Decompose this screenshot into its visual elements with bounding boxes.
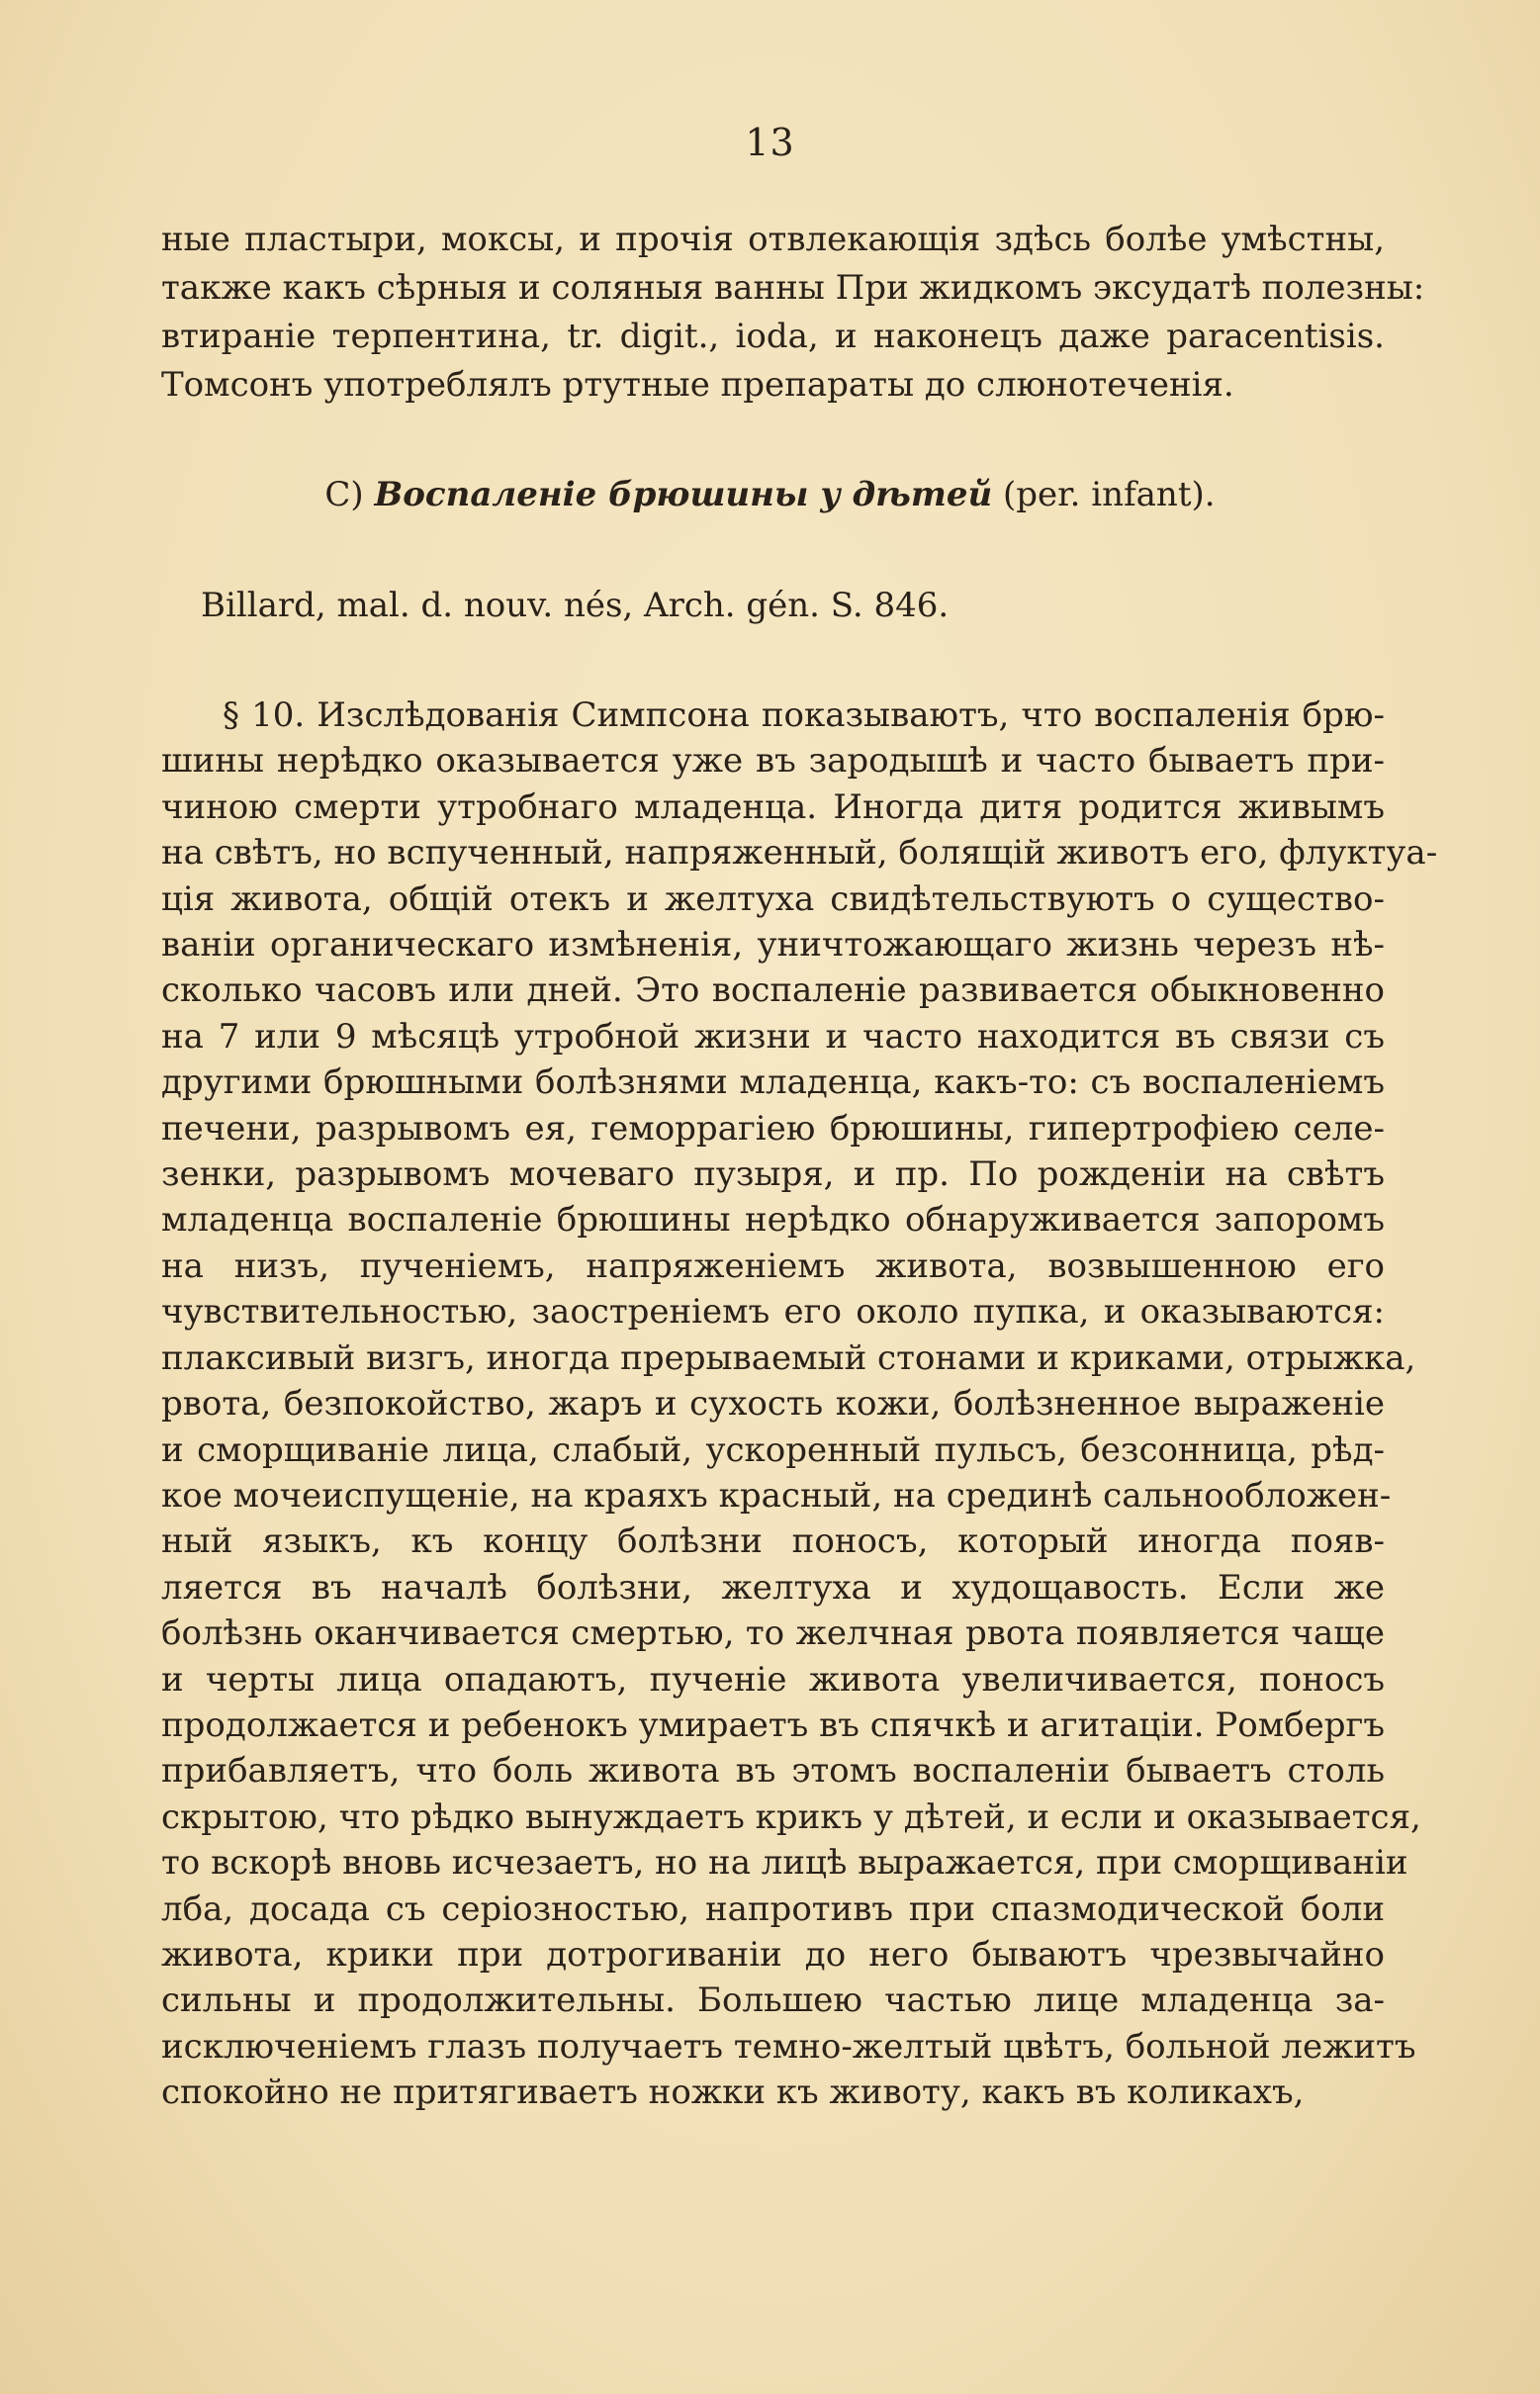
- text-line: сколько часовъ или дней. Это воспаленіе развивается обыкновенно: [161, 970, 1385, 1011]
- text-line: и черты лица опадаютъ, пученіе живота увеличивается, поносъ: [161, 1659, 1385, 1700]
- text-line: сильны и продолжительны. Большею частью лице младенца за-: [161, 1980, 1385, 2021]
- text-line: ваніи органическаго измѣненія, уничтожающаго жизнь черезъ нѣ-: [161, 925, 1385, 966]
- text-line: и сморщиваніе лица, слабый, ускоренный пульсъ, безсонница, рѣд-: [161, 1429, 1385, 1470]
- text-line: прибавляетъ, что боль живота въ этомъ воспаленіи бываетъ столь: [161, 1751, 1385, 1792]
- text-line: рвота, безпокойство, жаръ и сухость кожи, болѣзненное выраженіе: [161, 1384, 1385, 1425]
- text-line: младенца воспаленіе брюшины нерѣдко обнаруживается запоромъ: [161, 1200, 1385, 1241]
- section-heading: [0, 475, 1540, 514]
- section-title: Воспаленіе брюшины у дѣтей: [374, 475, 993, 514]
- text-line: ный языкъ, къ концу болѣзни поносъ, который иногда появ-: [161, 1521, 1385, 1562]
- text-line: Томсонъ употреблялъ ртутные препараты до слюнотеченія.: [161, 365, 1234, 405]
- text-line: болѣзнь оканчивается смертью, то желчная рвота появляется чаще: [161, 1613, 1385, 1654]
- text-line: спокойно не притягиваетъ ножки къ животу, какъ въ коликахъ,: [161, 2072, 1305, 2113]
- text-line: § 10. Изслѣдованія Симпсона показываютъ, что воспаленія брю-: [223, 695, 1385, 735]
- text-line: скрытою, что рѣдко вынуждаетъ крикъ у дѣтей, и если и оказывается,: [161, 1796, 1421, 1837]
- text-line: исключеніемъ глазъ получаетъ темно-желтый цвѣтъ, больной лежитъ: [161, 2026, 1416, 2067]
- text-line: ція живота, общій отекъ и желтуха свидѣтельствуютъ о существо-: [161, 878, 1385, 919]
- text-line: чувствительностью, заостреніемъ его около пупка, и оказываются:: [161, 1292, 1385, 1333]
- body-paragraph: [161, 692, 1438, 2116]
- text-line: на низъ, пученіемъ, напряженіемъ живота, возвышенною его: [161, 1245, 1385, 1286]
- text-line: ные пластыри, моксы, и прочія отвлекающія здѣсь болѣе умѣстны,: [161, 220, 1385, 259]
- text-line: чиною смерти утробнаго младенца. Иногда дитя родится живымъ: [161, 786, 1385, 827]
- text-line: на 7 или 9 мѣсяцѣ утробной жизни и часто находится въ связи съ: [161, 1016, 1385, 1057]
- text-line: лба, досада съ серіозностью, напротивъ при спазмодической боли: [161, 1888, 1385, 1929]
- text-line: также какъ сѣрныя и соляныя ванны При жидкомъ эксудатѣ полезны:: [161, 268, 1425, 308]
- text-line: кое мочеиспущеніе, на краяхъ красный, на срединѣ сальнообложен-: [161, 1475, 1392, 1516]
- bibliographic-reference: Billard, mal. d. nouv. nés, Arch. gén. S. 846.: [201, 586, 950, 625]
- text-line: на свѣтъ, но вспученный, напряженный, болящій животъ его, флуктуа-: [161, 833, 1438, 874]
- intro-paragraph: [161, 216, 1425, 410]
- text-line: живота, крики при дотрогиваніи до него бываютъ чрезвычайно: [161, 1934, 1385, 1975]
- text-line: зенки, разрывомъ мочеваго пузыря, и пр. По рожденіи на свѣтъ: [161, 1154, 1385, 1195]
- text-line: другими брюшными болѣзнями младенца, какъ-то: съ воспаленіемъ: [161, 1062, 1385, 1103]
- text-line: шины нерѣдко оказывается уже въ зародышѣ и часто бываетъ при-: [161, 741, 1385, 782]
- text-line: то вскорѣ вновь исчезаетъ, но на лицѣ выражается, при сморщиваніи: [161, 1843, 1408, 1884]
- section-latin-title: (per. infant).: [1003, 475, 1216, 514]
- text-line: плаксивый визгъ, иногда прерываемый стонами и криками, отрыжка,: [161, 1337, 1416, 1378]
- text-line: печени, разрывомъ ея, геморрагіею брюшины, гипертрофіею селе-: [161, 1108, 1385, 1149]
- page-number: 13: [745, 121, 795, 164]
- section-letter: C): [324, 475, 364, 514]
- text-line: ляется въ началѣ болѣзни, желтуха и худощавость. Если же: [161, 1567, 1385, 1608]
- text-line: продолжается и ребенокъ умираетъ въ спячкѣ и агитаціи. Ромбергъ: [161, 1704, 1385, 1745]
- text-line: втираніе терпентина, tr. digit., ioda, и наконецъ даже paracentisis.: [161, 317, 1385, 356]
